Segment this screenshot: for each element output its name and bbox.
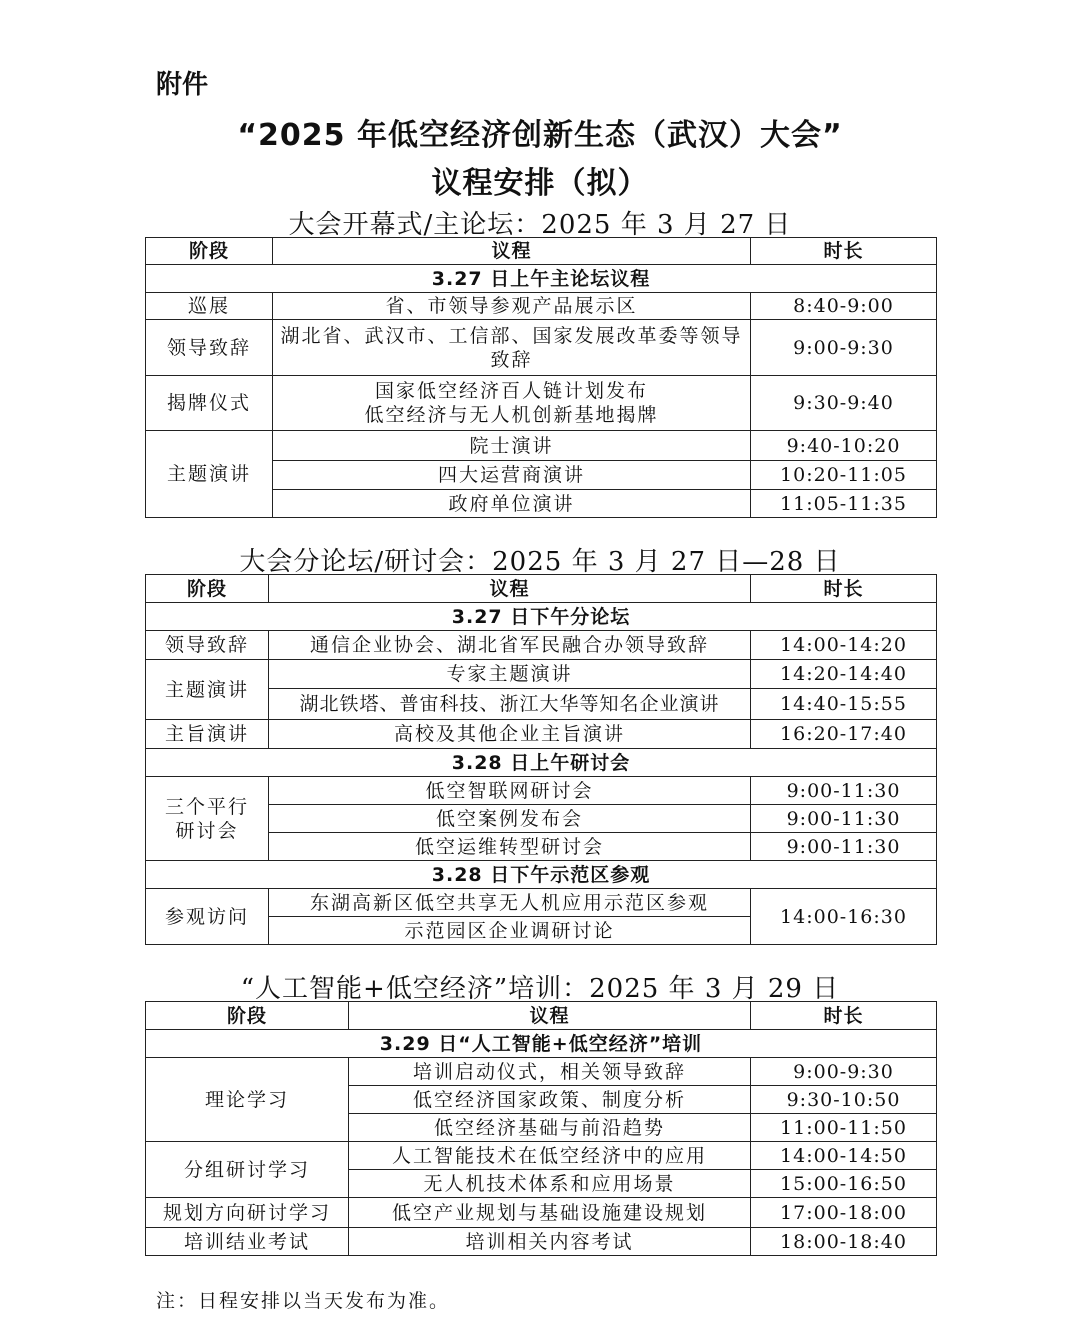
section1-subheader: 3.27 日上午主论坛议程	[146, 265, 937, 293]
table-row	[146, 320, 937, 376]
stage-line: 三个平行	[164, 795, 249, 818]
attachment-label: 附件	[156, 70, 209, 100]
agenda-cell: 专家主题演讲	[269, 660, 751, 689]
time-cell: 14:00-14:50	[751, 1142, 937, 1170]
table-header-row	[146, 238, 937, 265]
header-stage: 阶段	[146, 1002, 349, 1030]
time-cell: 9:40-10:20	[751, 431, 937, 461]
stage-cell: 理论学习	[146, 1058, 349, 1142]
agenda-cell: 低空案例发布会	[269, 805, 751, 833]
table-row	[146, 631, 937, 660]
header-agenda: 议程	[349, 1002, 751, 1030]
table-row	[146, 720, 937, 749]
agenda-line: 国家低空经济百人链计划发布	[374, 380, 648, 402]
time-cell: 14:00-14:20	[751, 631, 937, 660]
agenda-cell: 湖北省、武汉市、工信部、国家发展改革委等领导致辞	[273, 320, 751, 376]
stage-cell: 揭牌仪式	[146, 376, 273, 431]
agenda-cell: 通信企业协会、湖北省军民融合办领导致辞	[269, 631, 751, 660]
time-cell: 9:30-9:40	[751, 376, 937, 431]
section3-table	[145, 1001, 937, 1256]
agenda-cell: 省、市领导参观产品展示区	[273, 293, 751, 320]
stage-cell: 参观访问	[146, 889, 269, 945]
stage-cell: 主旨演讲	[146, 720, 269, 749]
time-cell: 9:30-10:50	[751, 1086, 937, 1114]
agenda-cell: 低空经济国家政策、制度分析	[349, 1086, 751, 1114]
stage-cell: 主题演讲	[146, 660, 269, 720]
section2-subheader-3: 3.28 日下午示范区参观	[146, 861, 937, 889]
table-row	[146, 777, 937, 805]
table-row	[146, 293, 937, 320]
table-row	[146, 376, 937, 431]
agenda-cell: 低空智联网研讨会	[269, 777, 751, 805]
header-duration: 时长	[751, 238, 937, 265]
time-cell: 16:20-17:40	[751, 720, 937, 749]
section2-title: 大会分论坛/研讨会：2025 年 3 月 27 日—28 日	[239, 547, 841, 577]
time-cell: 17:00-18:00	[751, 1198, 937, 1228]
section3-title: “人工智能+低空经济”培训：2025 年 3 月 29 日	[240, 974, 840, 1004]
time-cell: 9:00-9:30	[751, 320, 937, 376]
agenda-cell: 低空运维转型研讨会	[269, 833, 751, 861]
stage-cell: 巡展	[146, 293, 273, 320]
time-cell: 11:05-11:35	[751, 490, 937, 518]
agenda-line: 低空经济与无人机创新基地揭牌	[364, 404, 659, 426]
agenda-cell: 东湖高新区低空共享无人机应用示范区参观	[269, 889, 751, 917]
section2-table	[145, 574, 937, 945]
time-cell: 15:00-16:50	[751, 1170, 937, 1198]
section2-subheader-1: 3.27 日下午分论坛	[146, 603, 937, 631]
time-cell: 8:40-9:00	[751, 293, 937, 320]
time-cell: 11:00-11:50	[751, 1114, 937, 1142]
time-cell: 14:20-14:40	[751, 660, 937, 689]
agenda-cell: 院士演讲	[273, 431, 751, 461]
table-header-row	[146, 575, 937, 603]
table-row	[146, 1142, 937, 1170]
table-row	[146, 1228, 937, 1256]
agenda-cell: 高校及其他企业主旨演讲	[269, 720, 751, 749]
agenda-cell: 低空经济基础与前沿趋势	[349, 1114, 751, 1142]
header-stage: 阶段	[146, 575, 269, 603]
stage-line: 研讨会	[175, 819, 239, 842]
section2-subheader-2: 3.28 日上午研讨会	[146, 749, 937, 777]
table-row	[146, 1198, 937, 1228]
document-subtitle: 议程安排（拟）	[431, 166, 649, 201]
header-stage: 阶段	[146, 238, 273, 265]
header-duration: 时长	[751, 575, 937, 603]
agenda-cell: 四大运营商演讲	[273, 461, 751, 490]
section1-title: 大会开幕式/主论坛：2025 年 3 月 27 日	[288, 210, 792, 240]
time-cell: 14:00-16:30	[751, 889, 937, 945]
time-cell: 9:00-9:30	[751, 1058, 937, 1086]
table-header-row	[146, 1002, 937, 1030]
header-agenda: 议程	[273, 238, 751, 265]
stage-cell: 领导致辞	[146, 631, 269, 660]
section1-table	[145, 237, 937, 518]
time-cell: 9:00-11:30	[751, 805, 937, 833]
agenda-cell: 培训启动仪式，相关领导致辞	[349, 1058, 751, 1086]
stage-cell: 规划方向研讨学习	[146, 1198, 349, 1228]
time-cell: 9:00-11:30	[751, 777, 937, 805]
footnote: 注：日程安排以当天发布为准。	[156, 1290, 451, 1312]
agenda-cell: 培训相关内容考试	[349, 1228, 751, 1256]
agenda-cell: 人工智能技术在低空经济中的应用	[349, 1142, 751, 1170]
table-row	[146, 660, 937, 689]
agenda-cell	[273, 376, 751, 431]
time-cell: 9:00-11:30	[751, 833, 937, 861]
agenda-cell: 示范园区企业调研讨论	[269, 917, 751, 945]
section3-subheader: 3.29 日“人工智能+低空经济”培训	[146, 1030, 937, 1058]
document-title: “2025 年低空经济创新生态（武汉）大会”	[237, 118, 843, 153]
table-row	[146, 1058, 937, 1086]
time-cell: 14:40-15:55	[751, 689, 937, 720]
agenda-cell: 低空产业规划与基础设施建设规划	[349, 1198, 751, 1228]
agenda-cell: 湖北铁塔、普宙科技、浙江大华等知名企业演讲	[269, 689, 751, 720]
agenda-cell: 无人机技术体系和应用场景	[349, 1170, 751, 1198]
time-cell: 18:00-18:40	[751, 1228, 937, 1256]
time-cell: 10:20-11:05	[751, 461, 937, 490]
header-duration: 时长	[751, 1002, 937, 1030]
table-row	[146, 431, 937, 461]
agenda-cell: 政府单位演讲	[273, 490, 751, 518]
stage-cell: 培训结业考试	[146, 1228, 349, 1256]
stage-cell	[146, 777, 269, 861]
header-agenda: 议程	[269, 575, 751, 603]
stage-cell: 分组研讨学习	[146, 1142, 349, 1198]
stage-cell: 主题演讲	[146, 431, 273, 518]
stage-cell: 领导致辞	[146, 320, 273, 376]
table-row	[146, 889, 937, 917]
